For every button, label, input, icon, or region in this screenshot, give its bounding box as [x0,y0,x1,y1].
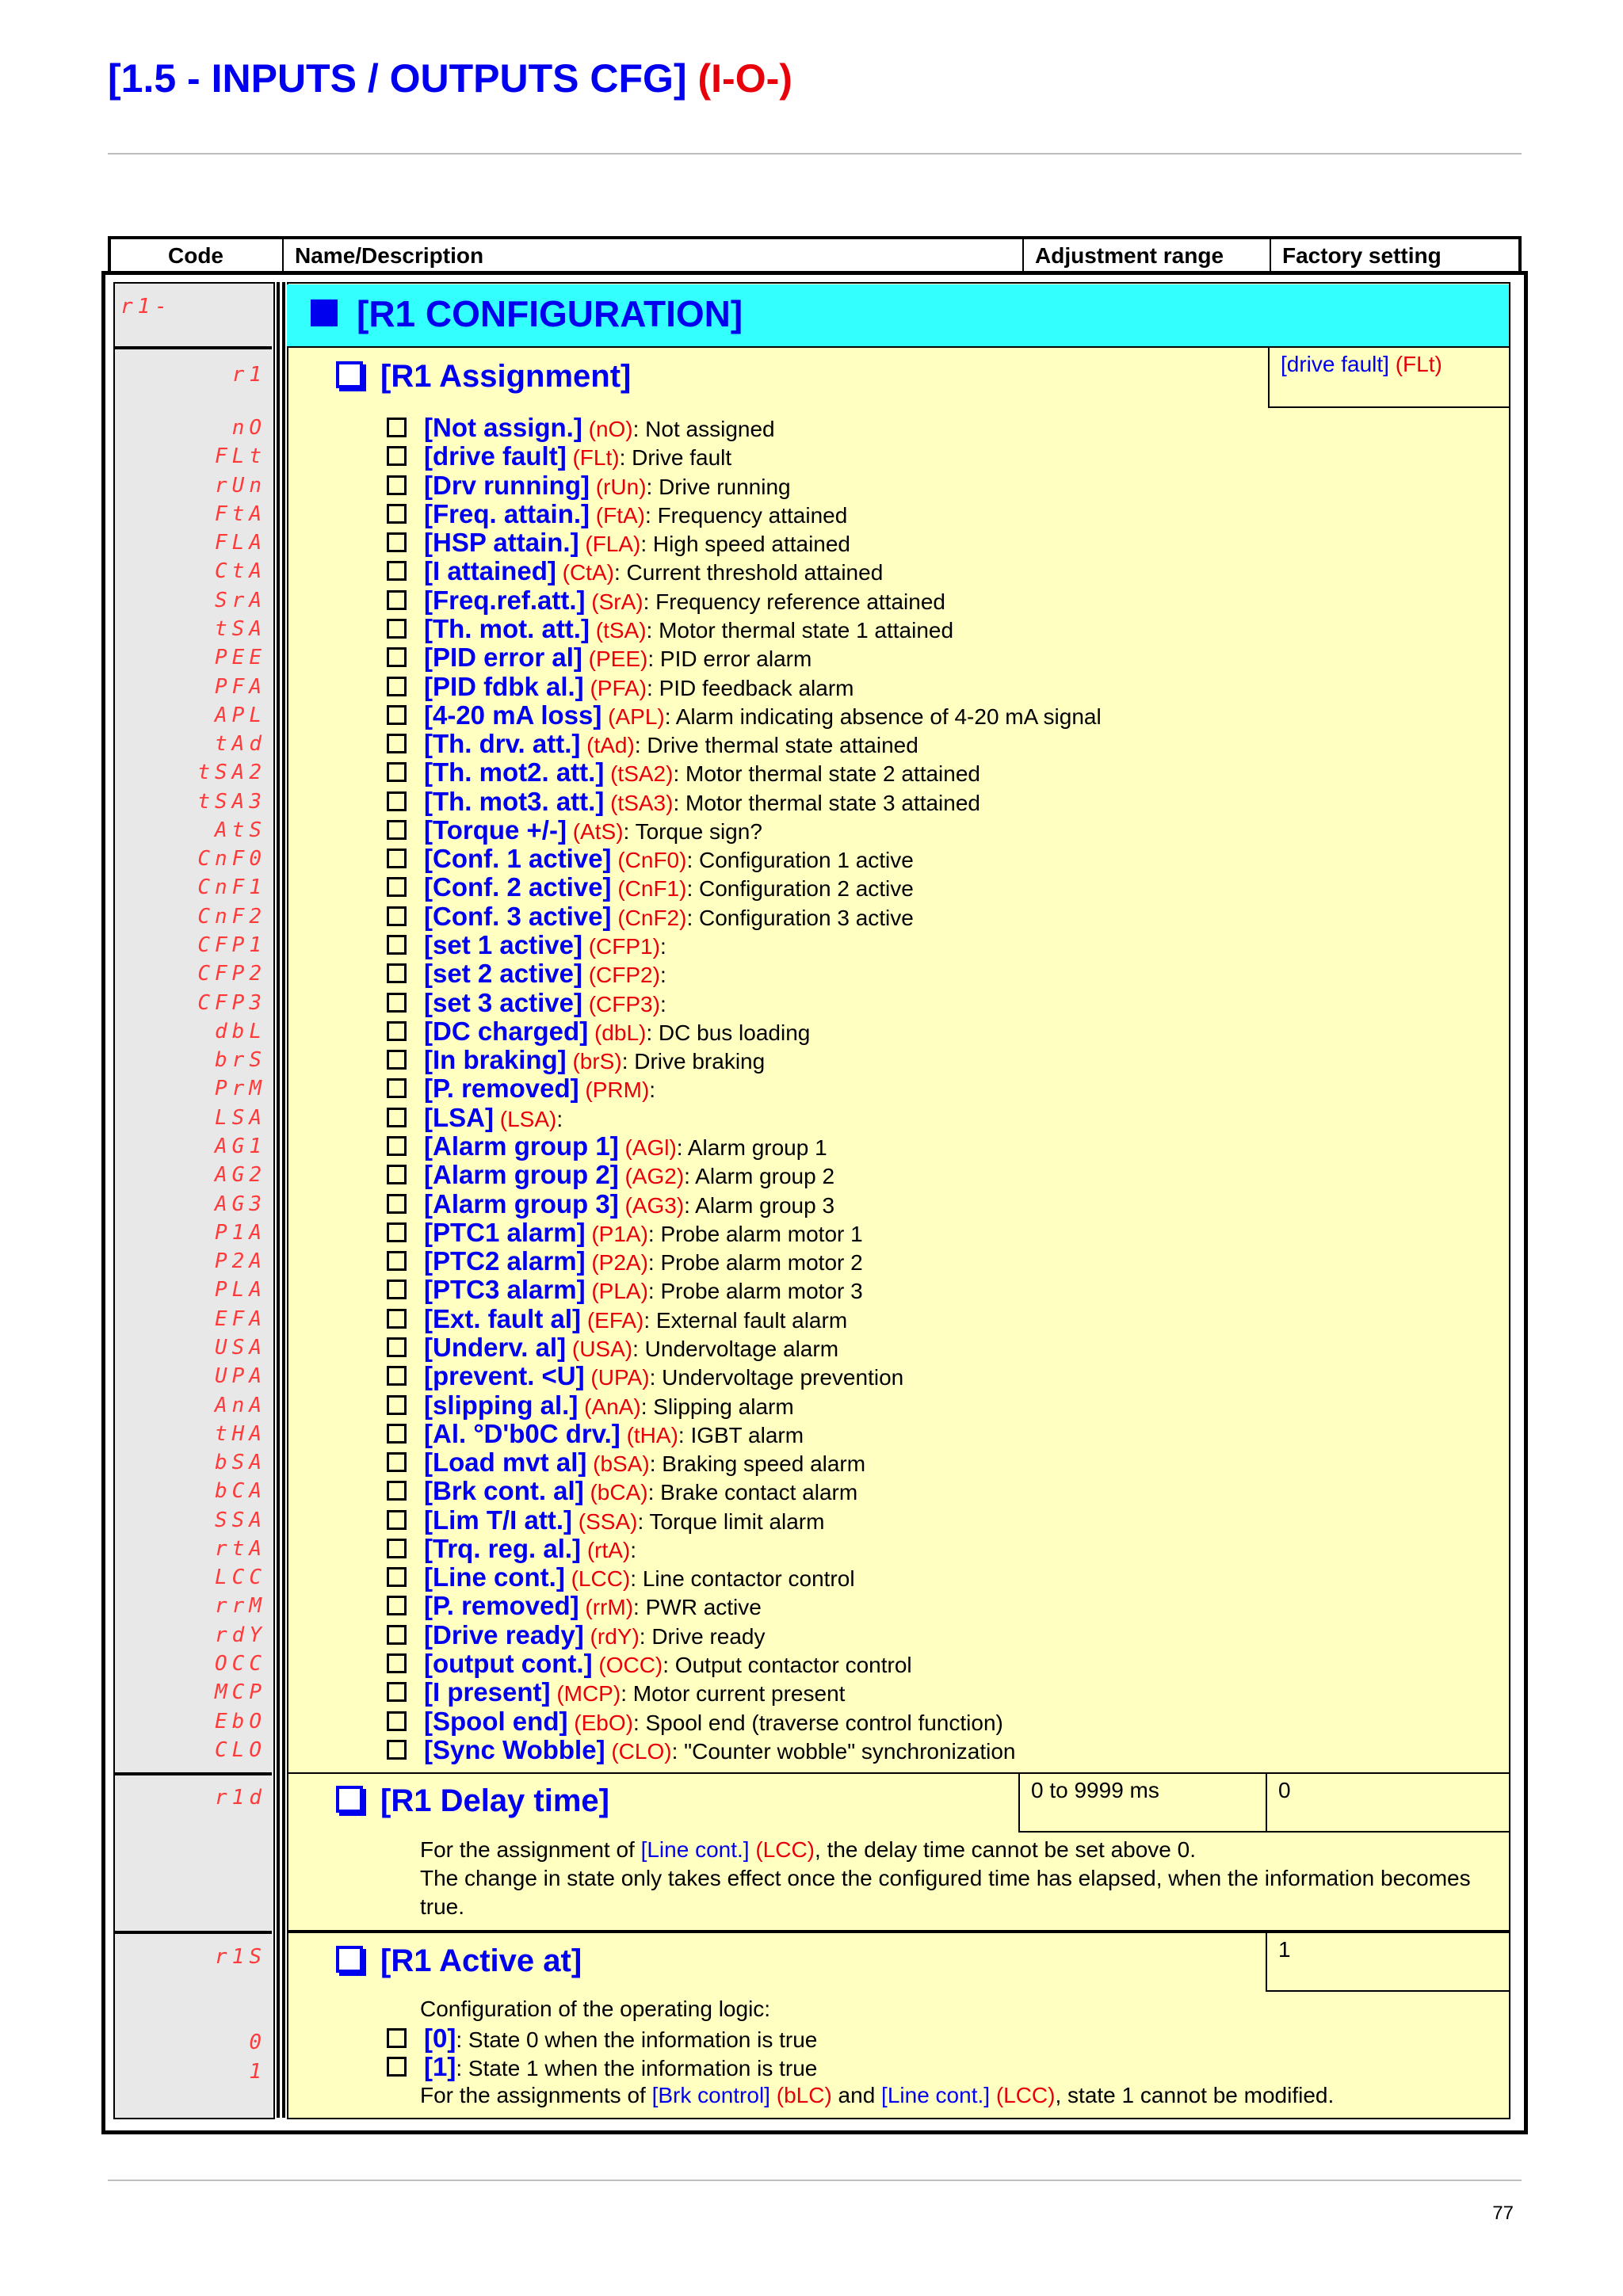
list-item: [Drv running] (rUn): Drive running [387,471,791,500]
list-item: [Trq. reg. al.] (rtA): [387,1535,636,1563]
option-code: CnF1 [197,875,266,899]
checkbox-icon [387,1021,407,1041]
option-code: P1A [215,1221,266,1245]
option-code: USA [215,1336,266,1360]
checkbox-icon [387,647,407,667]
checkbox-icon [387,1222,407,1242]
option-code: OCC [215,1652,266,1676]
r1-active-intro: Configuration of the operating logic: [420,1997,771,2021]
checkbox-icon [387,446,407,466]
option-code: CLO [215,1738,266,1762]
checkbox-icon [387,906,407,926]
r1-active-code: r1S [215,1945,266,1969]
list-item: [PTC1 alarm] (P1A): Probe alarm motor 1 [387,1219,863,1247]
list-item: [Th. mot. att.] (tSA): Motor thermal state 1 attained [387,615,953,643]
r1-active-code-0: 0 [249,2031,266,2054]
option-code: tSA3 [197,790,266,814]
list-item: [P. removed] (rrM): PWR active [387,1592,762,1620]
checkbox-icon [387,1452,407,1472]
list-item: [Drive ready] (rdY): Drive ready [387,1621,766,1650]
list-item: [Spool end] (EbO): Spool end (traverse control function) [387,1707,1003,1736]
checkbox-icon [387,1280,407,1299]
header-range: Adjustment range [1035,243,1224,268]
list-item: [Alarm group 2] (AG2): Alarm group 2 [387,1161,834,1189]
option-code: PEE [215,646,266,669]
list-item: [Th. mot3. att.] (tSA3): Motor thermal state 3 attained [387,788,980,816]
checkbox-icon [387,1078,407,1098]
checkbox-icon [387,820,407,840]
header-factory: Factory setting [1282,243,1442,268]
option-code: PrM [215,1077,266,1100]
page-title [108,55,792,101]
header-name: Name/Description [295,243,484,268]
option-code: tHA [215,1422,266,1446]
section-code: r1- [120,295,172,318]
section-square-icon [311,299,338,326]
list-item: [Alarm group 3] (AG3): Alarm group 3 [387,1190,834,1219]
top-divider [108,153,1522,154]
checkbox-icon [387,963,407,983]
list-item: [1]: State 1 when the information is true [387,2053,817,2081]
list-item: [Line cont.] (LCC): Line contactor control [387,1563,855,1592]
option-code: FtA [215,502,266,526]
header-code: Code [168,243,223,268]
checkbox-icon [387,877,407,897]
list-item: [Al. °D'b0C drv.] (tHA): IGBT alarm [387,1420,804,1448]
r1-assignment-factory: [drive fault] (FLt) [1268,346,1509,408]
list-item: [I attained] (CtA): Current threshold attained [387,557,883,585]
list-item: [Torque +/-] (AtS): Torque sign? [387,816,762,845]
option-code: CFP3 [197,991,266,1015]
option-code: AG2 [215,1163,266,1187]
option-code: rtA [215,1537,266,1561]
page-title-main: [1.5 - INPUTS / OUTPUTS CFG] [108,56,687,101]
checkbox-icon [387,1567,407,1587]
list-item: [output cont.] (OCC): Output contactor control [387,1650,912,1678]
checkbox-icon [387,1653,407,1673]
page-number: 77 [1492,2203,1514,2224]
checkbox-icon [387,705,407,725]
section-title: [R1 CONFIGURATION] [357,293,743,334]
option-code: FLt [215,444,266,468]
checkbox-icon [387,1510,407,1530]
option-code: CnF0 [197,847,266,871]
r1-delay-note-2: The change in state only takes effect once the configured time has elapsed, when the information becomes [420,1866,1471,1890]
list-item: [set 1 active] (CFP1): [387,931,666,959]
list-item: [Not assign.] (nO): Not assigned [387,414,775,442]
checkbox-icon [387,762,407,782]
checkbox-icon [387,1481,407,1501]
list-item: [0]: State 0 when the information is true [387,2024,817,2053]
list-item: [PTC2 alarm] (P2A): Probe alarm motor 2 [387,1247,863,1276]
checkbox-icon [336,361,363,388]
checkbox-icon [387,590,407,610]
list-item: [PID error al] (PEE): PID error alarm [387,643,812,672]
checkbox-icon [387,1136,407,1156]
option-code: SSA [215,1508,266,1532]
option-code: P2A [215,1249,266,1273]
checkbox-icon [387,2057,407,2077]
r1-delay-title: [R1 Delay time] [336,1781,609,1821]
checkbox-icon [387,504,407,524]
r1-delay-note-1: For the assignment of [Line cont.] (LCC), the delay time cannot be set above 0. [420,1837,1196,1862]
option-code: CFP1 [197,933,266,957]
list-item: [P. removed] (PRM): [387,1074,655,1103]
option-code: LSA [215,1106,266,1130]
option-code: CnF2 [197,905,266,929]
option-code: EFA [215,1307,266,1331]
checkbox-icon [387,532,407,552]
checkbox-icon [387,1625,407,1645]
list-item: [LSA] (LSA): [387,1104,563,1132]
checkbox-icon [336,1946,363,1973]
option-code: EbO [215,1710,266,1733]
checkbox-icon [387,935,407,955]
list-item: [Brk cont. al] (bCA): Brake contact alarm [387,1477,857,1505]
checkbox-icon [387,1050,407,1070]
list-item: [In braking] (brS): Drive braking [387,1046,765,1074]
r1-delay-range: 0 to 9999 ms [1018,1772,1267,1833]
list-item: [set 3 active] (CFP3): [387,989,666,1017]
list-item: [set 2 active] (CFP2): [387,959,666,988]
option-code: AnA [215,1394,266,1417]
checkbox-icon [387,475,407,495]
checkbox-icon [387,561,407,581]
list-item: [Conf. 3 active] (CnF2): Configuration 3 active [387,902,914,931]
bottom-divider [108,2180,1522,2181]
list-item: [PTC3 alarm] (PLA): Probe alarm motor 3 [387,1276,863,1304]
checkbox-icon [387,2028,407,2048]
list-item: [Freq. attain.] (FtA): Frequency attained [387,500,847,528]
list-item: [HSP attain.] (FLA): High speed attained [387,528,850,557]
r1-delay-note-3: true. [420,1894,465,1919]
option-code: bCA [215,1479,266,1503]
checkbox-icon [387,619,407,639]
checkbox-icon [387,1165,407,1184]
checkbox-icon [387,1108,407,1127]
list-item: [4-20 mA loss] (APL): Alarm indicating absence of 4-20 mA signal [387,701,1102,730]
option-code: CtA [215,559,266,583]
option-code: SrA [215,589,266,612]
page-title-code: (I-O-) [697,56,792,101]
option-code: dbL [215,1020,266,1043]
checkbox-icon [387,791,407,811]
checkbox-icon [387,1309,407,1329]
option-code: nO [231,416,266,440]
option-code: rdY [215,1623,266,1647]
checkbox-icon [387,1596,407,1615]
list-item: [slipping al.] (AnA): Slipping alarm [387,1391,794,1420]
option-code: rUn [215,474,266,498]
option-code: PLA [215,1278,266,1302]
option-code: AG3 [215,1192,266,1216]
option-code: AtS [215,818,266,842]
checkbox-icon [387,993,407,1013]
checkbox-icon [387,1711,407,1731]
option-code: UPA [215,1364,266,1388]
checkbox-icon [387,849,407,868]
list-item: [Alarm group 1] (AGl): Alarm group 1 [387,1132,827,1161]
list-item: [I present] (MCP): Motor current present [387,1678,845,1707]
checkbox-icon [387,677,407,696]
r1-active-note: For the assignments of [Brk control] (bLC) and [Line cont.] (LCC), state 1 cannot be modified. [420,2083,1335,2107]
option-code: MCP [215,1680,266,1704]
r1-active-factory: 1 [1266,1932,1509,1992]
r1-assignment-title: [R1 Assignment] [336,357,631,396]
list-item: [Underv. al] (USA): Undervoltage alarm [387,1333,838,1362]
list-item: [Lim T/I att.] (SSA): Torque limit alarm [387,1506,824,1535]
option-code: PFA [215,675,266,699]
checkbox-icon [387,1337,407,1357]
list-item: [DC charged] (dbL): DC bus loading [387,1017,810,1046]
list-item: [Load mvt al] (bSA): Braking speed alarm [387,1448,865,1477]
option-code: FLA [215,531,266,555]
checkbox-icon [387,1740,407,1760]
option-code: rrM [215,1594,266,1618]
list-item: [Freq.ref.att.] (SrA): Frequency reference attained [387,586,945,615]
list-item: [Conf. 1 active] (CnF0): Configuration 1 active [387,845,914,873]
option-code: tSA [215,617,266,641]
list-item: [Conf. 2 active] (CnF1): Configuration 2 active [387,873,914,902]
option-code: LCC [215,1566,266,1589]
checkbox-icon [387,1366,407,1386]
option-code: brS [215,1048,266,1072]
checkbox-icon [387,1395,407,1415]
option-code: AG1 [215,1135,266,1158]
checkbox-icon [387,734,407,753]
checkbox-icon [387,1539,407,1558]
checkbox-icon [387,1424,407,1444]
list-item: [Th. mot2. att.] (tSA2): Motor thermal state 2 attained [387,758,980,787]
list-item: [Ext. fault al] (EFA): External fault alarm [387,1305,847,1333]
checkbox-icon [387,418,407,437]
list-item: [drive fault] (FLt): Drive fault [387,442,731,471]
list-item: [Sync Wobble] (CLO): "Counter wobble" synchronization [387,1736,1015,1764]
list-item: [PID fdbk al.] (PFA): PID feedback alarm [387,673,854,701]
checkbox-icon [336,1786,363,1813]
table-header [108,236,1522,274]
r1-delay-code: r1d [215,1786,266,1810]
option-code: APL [215,704,266,727]
r1-assignment-code: r1 [231,363,266,387]
checkbox-icon [387,1251,407,1271]
option-code: bSA [215,1451,266,1474]
list-item: [prevent. <U] (UPA): Undervoltage prevention [387,1362,903,1390]
r1-active-code-1: 1 [249,2060,266,2084]
r1-active-title: [R1 Active at] [336,1941,582,1981]
r1-delay-factory: 0 [1266,1772,1509,1833]
list-item: [Th. drv. att.] (tAd): Drive thermal state attained [387,730,918,758]
option-code: tSA2 [197,761,266,784]
checkbox-icon [387,1194,407,1214]
option-code: CFP2 [197,962,266,986]
checkbox-icon [387,1682,407,1702]
column-separator [277,282,285,2118]
option-code: tAd [215,732,266,756]
